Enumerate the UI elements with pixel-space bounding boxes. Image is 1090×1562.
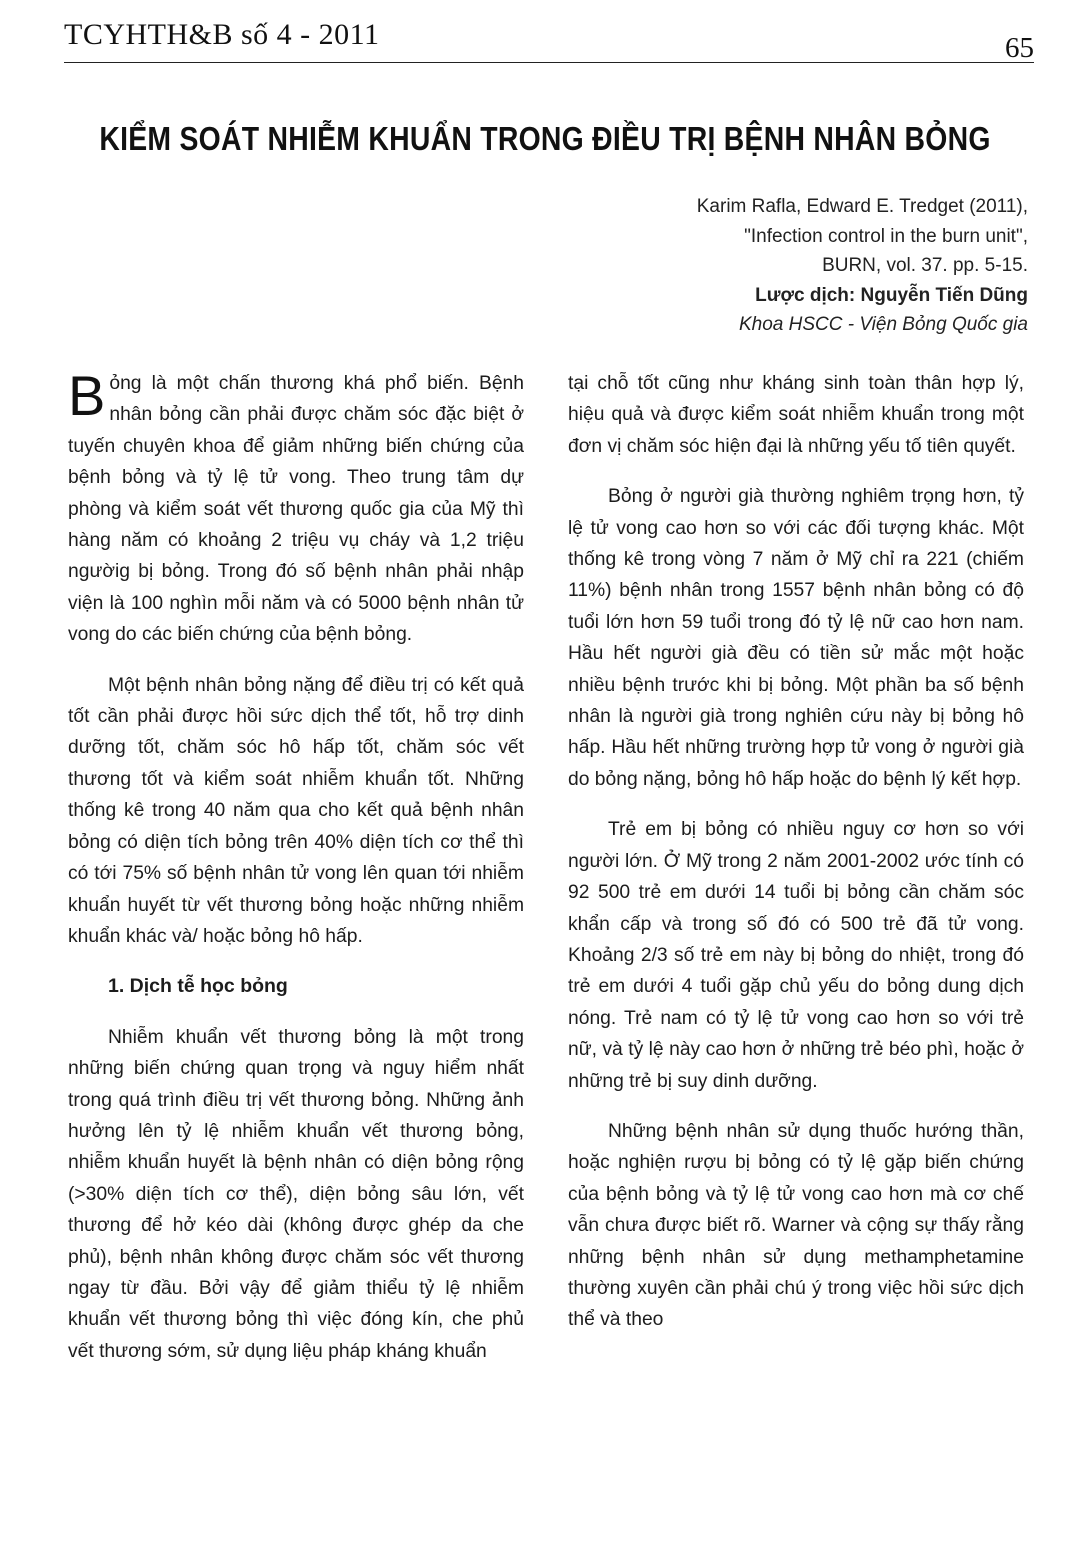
- citation-source: BURN, vol. 37. pp. 5-15.: [822, 255, 1028, 276]
- paragraph-children: Trẻ em bị bỏng có nhiều nguy cơ hơn so với người lớn. Ở Mỹ trong 2 năm 2001-2002 ước tính có 92 500 trẻ em dưới 14 tuổi bị bỏng cần chăm sóc khẩn cấp và trong số đó có 500 trẻ đã tử vong. Khoảng 2/3 số trẻ em này bị bỏng do nhiệt, trong đó trẻ em dưới 4 tuổi gặp chủ yếu do bỏng dung dịch nóng. Trẻ nam có tỷ lệ tử vong cao hơn so với trẻ nữ, và tỷ lệ này cao hơn ở những trẻ béo phì, hoặc ở những trẻ bị suy dinh dưỡng.: [568, 819, 1024, 1092]
- section-heading-epidemiology: 1. Dịch tễ học bỏng: [108, 975, 288, 998]
- paragraph-substance-use: Những bệnh nhân sử dụng thuốc hướng thần, hoặc nghiện rượu bị bỏng có tỷ lệ gặp biến chứng của bệnh bỏng và tỷ lệ tử vong cao hơn mà cơ chế vẫn chưa được biết rõ. Warner và cộng sự thấy rằng những bệnh nhân sử dụng methamphetamine thường xuyên cần phải chú ý trong việc hồi sức dịch thể và theo: [568, 1120, 1024, 1331]
- journal-issue: TCYHTH&B số 4 - 2011: [64, 18, 380, 51]
- paragraph-elderly: Bỏng ở người già thường nghiêm trọng hơn, tỷ lệ tử vong cao hơn so với các đối tượng khác. Một thống kê trong vòng 7 năm ở Mỹ chỉ ra 221 (chiếm 11%) bệnh nhân trong 1557 bệnh nhân bỏng có độ tuổi lớn hơn 59 tuổi trong đó tỷ lệ nữ cao hơn nam. Hầu hết người già đều có tiền sử mắc một hoặc nhiều bệnh trước khi bị bỏng. Một phần ba số bệnh nhân là người già trong nghiên cứu này bị bỏng hô hấp. Hầu hết những trường hợp tử vong ở người già do bỏng nặng, bỏng hô hấp hoặc do bệnh lý kết hợp.: [568, 486, 1024, 790]
- citation-block: [697, 192, 1028, 340]
- translator-credit: Lược dịch: Nguyễn Tiến Dũng: [755, 284, 1028, 306]
- article-title: KIỂM SOÁT NHIỄM KHUẨN TRONG ĐIỀU TRỊ BỆNH NHÂN BỎNG: [99, 120, 991, 157]
- citation-authors: Karim Rafla, Edward E. Tredget (2011),: [696, 196, 1028, 217]
- translator-affiliation: Khoa HSCC - Viện Bỏng Quốc gia: [738, 314, 1028, 335]
- running-header: [64, 14, 1034, 63]
- paragraph-treatment: Một bệnh nhân bỏng nặng để điều trị có kết quả tốt cần phải được hồi sức dịch thể tốt, hỗ trợ dinh dưỡng tốt, chăm sóc hô hấp tốt, chăm sóc vết thương tốt và kiểm soát nhiễm khuẩn tốt. Những thống kê trong 40 năm qua cho kết quả bệnh nhân bỏng có diện tích bỏng trên 40% diện tích cơ thể thì có tới 75% số bệnh nhân tử vong lên quan tới nhiễm khuẩn huyết từ vết thương bỏng hoặc những nhiễm khuẩn khác và/ hoặc bỏng hô hấp.: [68, 674, 524, 947]
- left-column: [68, 364, 524, 1386]
- right-column: [568, 368, 1024, 1355]
- paragraph-continued: tại chỗ tốt cũng như kháng sinh toàn thân hợp lý, hiệu quả và được kiểm soát nhiễm khuẩn trong một đơn vị chăm sóc hiện đại là những yếu tố tiên quyết.: [568, 373, 1024, 457]
- paragraph-infection: Nhiễm khuẩn vết thương bỏng là một trong những biến chứng quan trọng và nguy hiểm nhất trong quá trình điều trị vết thương bỏng. Những ảnh hưởng lên tỷ lệ nhiễm khuẩn vết thương bỏng, nhiễm khuẩn huyết là bệnh nhân có diện bỏng rộng (>30% diện tích cơ thể), diện bỏng sâu lớn, vết thương để hở kéo dài (không được ghép da che phủ), bệnh nhân không được chăm sóc vết thương ngay từ đầu. Bởi vậy để giảm thiểu tỷ lệ nhiễm khuẩn vết thương bỏng thì việc đóng kín, che phủ vết thương sớm, sử dụng liệu pháp kháng khuẩn: [68, 1026, 524, 1362]
- page-number: 65: [1005, 32, 1034, 64]
- drop-cap: B: [68, 364, 106, 427]
- paragraph-intro: [68, 364, 524, 651]
- citation-original-title: "Infection control in the burn unit",: [744, 225, 1028, 247]
- paragraph-intro-text: ỏng là một chấn thương khá phổ biến. Bệnh nhân bỏng cần phải được chăm sóc đặc biệt ở tuyến chuyên khoa để giảm những biến chứng của bệnh bỏng và tỷ lệ tử vong. Theo trung tâm dự phòng và kiểm soát vết thương quốc gia của Mỹ thì hàng năm có khoảng 2 triệu vụ cháy và 1,2 triệu ngườig bị bỏng. Trong đó số bệnh nhân phải nhập viện là 100 nghìn mỗi năm và có 5000 bệnh nhân tử vong do các biến chứng của bệnh bỏng.: [68, 373, 524, 646]
